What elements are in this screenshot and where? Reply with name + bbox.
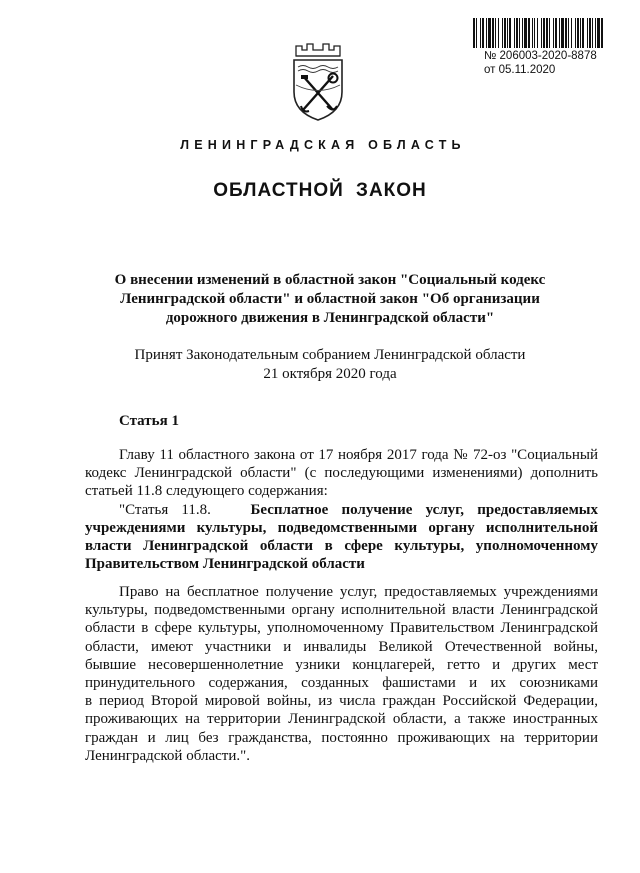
new-article-body — [85, 583, 598, 765]
registration-number: № 206003-2020-8878 — [484, 50, 597, 62]
new-article-title-line: Правительством Ленинградской области — [85, 556, 365, 573]
new-article-title-line: учреждениями культуры, подведомственными органу исполнительной — [85, 519, 598, 536]
text-line: граждан и лиц без гражданства, постоянно проживающих на территории — [85, 729, 598, 746]
adoption-date: 21 октября 2020 года — [263, 366, 397, 382]
new-article-number: "Статья 11.8. — [119, 501, 211, 518]
law-title-line: дорожного движения в Ленинградской области" — [165, 310, 495, 326]
text-line: статьей 11.8 следующего содержания: — [85, 483, 328, 500]
region-name: ЛЕНИНГРАДСКАЯ ОБЛАСТЬ — [180, 138, 466, 152]
amendment-paragraph — [85, 446, 598, 573]
text-line: области, имеют участники и инвалиды Великой Отечественной войны, — [85, 638, 598, 655]
text-line: кодекс Ленинградской области" (с последующими изменениями) дополнить — [85, 465, 598, 482]
text-line: Главу 11 областного закона от 17 ноября 2017 года № 72-оз "Социальный — [119, 447, 598, 463]
text-line: бывшие несовершеннолетние узники концлагерей, гетто и других мест — [85, 656, 598, 673]
text-line: Право на бесплатное получение услуг, предоставляемых учреждениями — [119, 584, 598, 600]
text-line: области в сфере культуры, уполномоченному Правительством Ленинградской — [85, 620, 598, 637]
law-title — [60, 271, 600, 328]
law-title-line: О внесении изменений в областной закон "Социальный кодекс — [114, 272, 546, 288]
adoption-note — [60, 346, 600, 384]
new-article-title-line: власти Ленинградской области в сфере культуры, уполномоченному — [85, 538, 598, 555]
text-line: культуры, подведомственными органу исполнительной власти Ленинградской — [85, 602, 598, 619]
adoption-line: Принят Законодательным собранием Ленинградской области — [134, 347, 526, 363]
new-article-title-line: "Статья 11.8. Бесплатное получение услуг, предоставляемых — [119, 501, 599, 518]
text-line: в период Второй мировой войны, из числа граждан Российской Федерации, — [85, 693, 598, 710]
article-heading: Статья 1 — [119, 413, 179, 429]
law-title-line: Ленинградской области" и областной закон "Об организации — [120, 291, 540, 307]
text-line: принудительного содержания, созданных фашистами и их союзниками — [85, 675, 598, 692]
barcode-icon — [472, 18, 604, 48]
leningrad-oblast-coat-of-arms-icon — [288, 40, 348, 124]
registration-date: от 05.11.2020 — [484, 64, 556, 76]
text-line: Ленинградской области.". — [85, 747, 250, 764]
document-type: ОБЛАСТНОЙ ЗАКОН — [213, 180, 427, 201]
text-line: проживающих на территории Ленинградской области, а также иностранных — [85, 711, 598, 728]
